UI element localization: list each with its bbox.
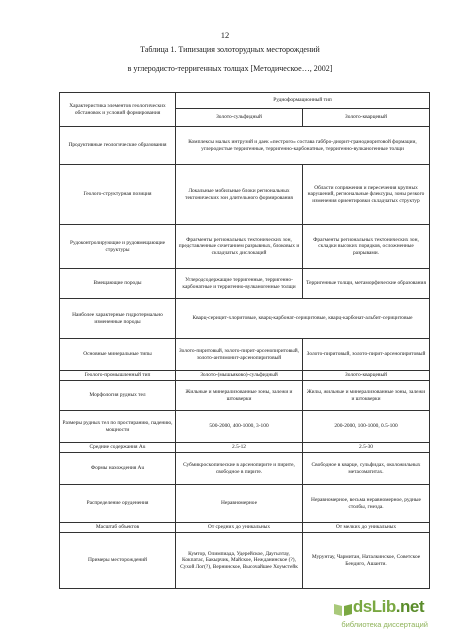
row-cell-gold-quartz: Жилы, жильные и минерализованные зоны, залежи и штокверки [303, 381, 430, 411]
row-label: Основные минеральные типы [60, 339, 176, 371]
table-row [60, 523, 430, 533]
watermark-subtitle: библиотека диссертаций [341, 620, 428, 629]
row-cell-gold-sulfide: 2.5-12 [176, 443, 303, 453]
row-cell-gold-sulfide: Фрагменты региональных тектонических зон, представленные сочетанием разрывных, блоковых и складчатых дислокаций [176, 225, 303, 269]
row-label: Формы нахождения Au [60, 453, 176, 485]
row-merged-cell: Комплексы малых интрузий и даек «пестрого» состава габбро-диорит-гранодиоритовой формации, углеродистые терригенные, терригенно-карбонатные, терригенно-вулканогенные толщи [176, 127, 430, 165]
row-label: Распределение оруденения [60, 485, 176, 523]
row-cell-gold-quartz: Фрагменты региональных тектонических зон, складки высоких порядков, осложненные разрывами. [303, 225, 430, 269]
row-label: Средние содержания Au [60, 443, 176, 453]
row-cell-gold-sulfide: Золото-(мышьяково)-сульфидный [176, 371, 303, 381]
row-cell-gold-sulfide: Неравномерное [176, 485, 303, 523]
row-cell-gold-sulfide: 500-2000, 400-1000, 3-100 [176, 411, 303, 443]
row-cell-gold-quartz: Терригенные толщи, метаморфические образования [303, 269, 430, 299]
row-cell-gold-sulfide: Кумтор, Олимпиада, Удерейское, Даугызтау, Кокпатас, Бакырчик, Майское, Нежданинское (?), Сухой Лог(?), Вернинское, Высочайшее Хоумстейк [176, 533, 303, 589]
header-formation-type: Рудноформационный тип [176, 93, 430, 109]
table-row [60, 127, 430, 165]
table-row [60, 443, 430, 453]
table-row [60, 411, 430, 443]
row-cell-gold-quartz: 2.5-30 [303, 443, 430, 453]
table-row [60, 533, 430, 589]
row-cell-gold-quartz: Золото-пиритовый, золото-пирит-арсенопиритовый [303, 339, 430, 371]
row-cell-gold-quartz: Мурунтау, Чармитан, Наталкинское, Советское Бендиго, Ашанти. [303, 533, 430, 589]
row-label: Продуктивные геологические образования [60, 127, 176, 165]
row-cell-gold-sulfide: Локальные мобильные блоки региональных тектонических зон длительного формирования [176, 165, 303, 225]
table-caption-line-2: в углеродисто-терригенных толщах [Методическое…, 2002] [127, 64, 333, 73]
row-cell-gold-quartz: Неравномерное, весьма неравномерное, рудные столбы, гнезда. [303, 485, 430, 523]
dslib-watermark [282, 595, 442, 631]
row-cell-gold-quartz: Области сопряжения и пересечения крупных нарушений, региональные флексуры, зоны резкого изменения ориентировки складчатых структур [303, 165, 430, 225]
row-cell-gold-quartz: 200-2000, 100-1000, 0.5-100 [303, 411, 430, 443]
row-cell-gold-quartz: Золото-кварцевый [303, 371, 430, 381]
row-label: Рудоконтролирующие и рудовмещающие структуры [60, 225, 176, 269]
table-row [60, 485, 430, 523]
row-label: Примеры месторождений [60, 533, 176, 589]
table-row [60, 165, 430, 225]
table-row [60, 299, 430, 339]
row-cell-gold-sulfide: Углеродсодержащие терригенные, терригенно-карбонатные и терригенно-вулканогенные толщи [176, 269, 303, 299]
row-label: Размеры рудных тел по простиранию, падению, мощности [60, 411, 176, 443]
page-number: 12 [220, 30, 230, 40]
table-row [60, 371, 430, 381]
row-cell-gold-sulfide: Субмикроскопические в арсенопирите и пирите, свободное в пирите. [176, 453, 303, 485]
table-row [60, 453, 430, 485]
table-caption-line-1: Таблица 1. Типизация золоторудных месторождений [140, 45, 320, 54]
row-cell-gold-quartz: От мелких до уникальных [303, 523, 430, 533]
table-row [60, 225, 430, 269]
row-label: Вмещающие породы [60, 269, 176, 299]
row-label: Геолого-структурная позиция [60, 165, 176, 225]
header-gold-sulfide: Золото-сульфидный [176, 109, 303, 127]
row-cell-gold-sulfide: Жильные и минерализованные зоны, залежи и штокверки [176, 381, 303, 411]
table-row [60, 381, 430, 411]
header-characteristic: Характеристика элементов геологических обстановок и условий формирования [60, 93, 176, 127]
row-label: Наиболее характерные гидротермально измененные породы [60, 299, 176, 339]
watermark-logo: dsLib.net [352, 597, 424, 616]
row-label: Геолого-промышленный тип [60, 371, 176, 381]
deposit-typology-table [59, 92, 430, 589]
book-icon [332, 601, 354, 617]
row-merged-cell: Кварц-серицит-хлоритовые, кварц-карбонат-серицитовые, кварц-карбонат-альбит-серицитовые [176, 299, 430, 339]
row-label: Масштаб объектов [60, 523, 176, 533]
row-cell-gold-sulfide: От средних до уникальных [176, 523, 303, 533]
row-label: Морфология рудных тел [60, 381, 176, 411]
row-cell-gold-sulfide: Золото-пиритовый, золото-пирит-арсенопиритовый, золото-антимонит-арсенопиритовый [176, 339, 303, 371]
header-gold-quartz: Золото-кварцевый [303, 109, 430, 127]
table-row [60, 339, 430, 371]
table-row [60, 269, 430, 299]
row-cell-gold-quartz: Свободное в кварце, сульфидах, околожильных метасоматитах. [303, 453, 430, 485]
